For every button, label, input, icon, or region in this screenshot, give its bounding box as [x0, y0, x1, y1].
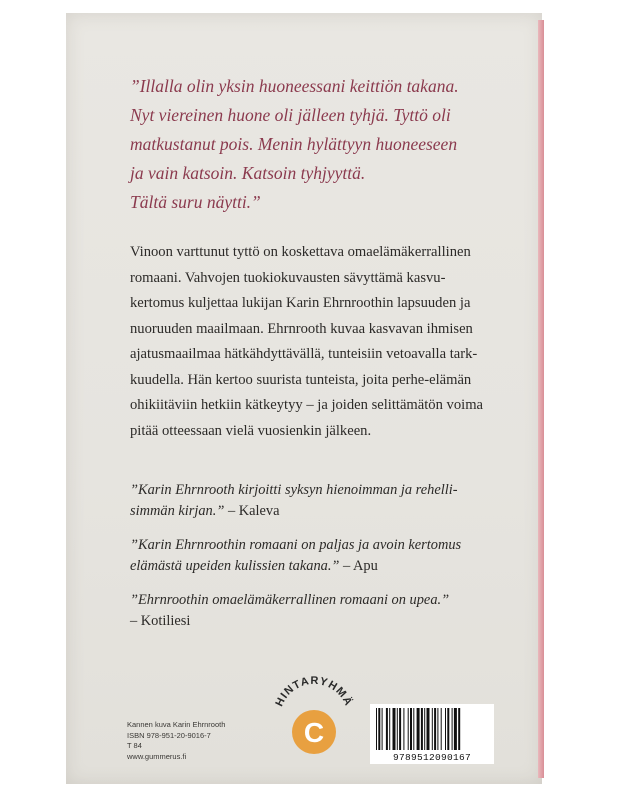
review-source: – Kotiliesi	[130, 613, 191, 629]
cover-photo-credit: Kannen kuva Karin Ehrnrooth	[127, 720, 226, 729]
price-group-letter: C	[303, 717, 325, 748]
barcode-bar	[445, 708, 446, 750]
barcode-bar	[454, 708, 457, 750]
barcode-bar	[399, 708, 401, 750]
opening-quote	[130, 72, 530, 217]
review-quote-line: ”Karin Ehrnroothin romaani on paljas ja avoin kertomus	[130, 537, 462, 553]
review-kotiliesi	[130, 590, 515, 632]
price-group-badge	[268, 648, 360, 758]
review-quote-line: elämästä upeiden kulissien takana.”	[130, 558, 340, 574]
spine-edge	[538, 20, 544, 778]
barcode-bar	[417, 708, 420, 750]
barcode-bar	[452, 708, 453, 750]
barcode-bar	[397, 708, 398, 750]
blurb-line: kertomus kuljettaa lukijan Karin Ehrnroothin lapsuuden ja	[130, 295, 471, 311]
quote-line: Nyt viereinen huone oli jälleen tyhjä. Tyttö oli	[130, 105, 451, 125]
barcode-bar	[441, 708, 442, 750]
blurb-line: nuoruuden maailmaan. Ehrnrooth kuvaa kasvavan ihmisen	[130, 320, 473, 337]
isbn: ISBN 978-951-20-9016-7	[127, 730, 211, 740]
price-group-graphic	[268, 648, 360, 758]
price-group-label: HINTARYHMÄ	[273, 674, 355, 709]
review-list	[130, 480, 515, 645]
barcode-number: 9789512090167	[392, 752, 471, 763]
blurb-line: Vinoon varttunut tyttö on koskettava omaelämäkerrallinen	[130, 244, 471, 260]
quote-line: matkustanut pois. Menin hylättyyn huoneeseen	[130, 134, 458, 154]
credits-block	[127, 720, 277, 762]
isbn-barcode	[370, 704, 494, 764]
blurb-line: kuudella. Hän kertoo suurista tunteista, joita perhe-elämän	[130, 371, 472, 388]
barcode-bar	[403, 708, 404, 750]
barcode-bar	[378, 708, 380, 750]
review-quote-line: simmän kirjan.”	[130, 503, 225, 519]
quote-line: ja vain katsoin. Katsoin tyhjyyttä.	[130, 163, 366, 183]
blurb-paragraph	[130, 240, 515, 444]
review-quote-line: ”Karin Ehrnrooth kirjoitti syksyn hienoimman ja rehelli-	[130, 482, 458, 498]
blurb-line: romaani. Vahvojen tuokiokuvausten sävyttämä kasvu-	[130, 269, 446, 286]
review-source: – Kaleva	[224, 503, 280, 519]
barcode-bar	[432, 708, 433, 750]
barcode-bar	[421, 708, 423, 750]
review-kaleva	[130, 480, 515, 522]
blurb-line: ohikiitäviin hetkiin kätkeytyy – ja joiden selittämätön voima	[130, 397, 484, 413]
barcode-bar	[424, 708, 425, 750]
quote-line: ”Illalla olin yksin huoneessani keittiön takana.	[130, 76, 459, 96]
review-apu	[130, 535, 515, 577]
quote-line: Tältä suru näytti.”	[130, 192, 261, 212]
barcode-bar	[434, 708, 436, 750]
barcode-bar	[382, 708, 383, 750]
barcode-bar	[408, 708, 409, 750]
barcode-bar	[437, 708, 438, 750]
publisher-url: www.gummerus.fi	[127, 751, 187, 761]
barcode-bar	[410, 708, 412, 750]
barcode-bars	[376, 708, 488, 750]
barcode-bar	[447, 708, 449, 750]
blurb-line: ajatusmaailmaa hätkähdyttävällä, tunteisiin vetoavalla tark-	[130, 346, 478, 362]
review-source: – Apu	[339, 558, 378, 574]
barcode-bar	[427, 708, 430, 750]
barcode-bar	[458, 708, 460, 750]
barcode-bar	[413, 708, 414, 750]
barcode-bar	[376, 708, 377, 750]
barcode-bar	[393, 708, 396, 750]
barcode-bar	[389, 708, 390, 750]
blurb-line: pitää otteessaan vielä vuosienkin jälkeen.	[130, 422, 372, 439]
review-quote-line: ”Ehrnroothin omaelämäkerrallinen romaani on upea.”	[130, 592, 450, 608]
classification-code: T 84	[127, 741, 142, 750]
barcode-bar	[386, 708, 388, 750]
